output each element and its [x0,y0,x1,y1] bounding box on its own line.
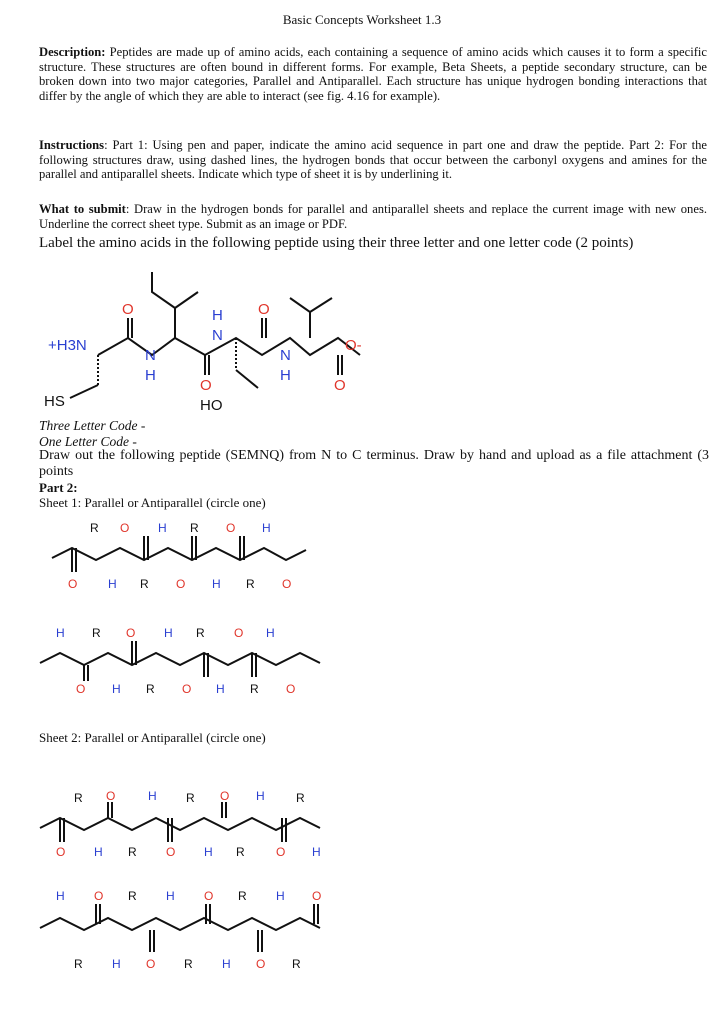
side-chain-r: R [250,682,259,695]
amide-h: H [94,845,103,859]
side-chain-r: R [186,791,195,805]
sheet1-strand-a [0,520,724,590]
amide-h: H [158,521,167,535]
instructions-paragraph [39,138,707,182]
amide-h: H [56,626,65,640]
three-letter-code-label: Three Letter Code - [39,418,146,433]
description-text: Peptides are made up of amino acids, each containing a sequence of amino acids which causes it to form a specific structure. These structures are often bound in different forms. For example, Beta Sheets, a peptide secondary structure, can be broken down into two major categories, Parallel and Antiparallel. Each structure has unique hydrogen bonding interactions that differ by the angle of which they are able to interact (see fig. 4.16 for example). [39,45,707,103]
sheet2-strand-b [0,890,724,970]
side-chain-r: R [292,957,301,970]
instructions-text: : Part 1: Using pen and paper, indicate the amino acid sequence in part one and draw the peptide. Part 2: For the following structures draw, using dashed lines, the hydrogen bonds that occur between the carbonyl oxygens and amines for the parallel and antiparallel sheets. Indicate which type of sheet it is by underlining it. [39,138,707,182]
amide-h: H [164,626,173,640]
side-chain-r: R [92,626,101,640]
side-chain-r: R [146,682,155,695]
carbonyl-oxygen: O [94,890,104,903]
hydroxyl-label: HO [200,397,223,414]
submit-paragraph [39,202,707,231]
carbonyl-oxygen: O [276,845,286,859]
side-chain-r: R [140,577,149,590]
carbonyl-oxygen: O [312,890,322,903]
side-chain-r: R [74,791,83,805]
amide-h-1: H [145,367,156,384]
side-chain-r: R [296,791,305,805]
carbonyl-oxygen: O [76,682,86,695]
side-chain-r: R [74,957,83,970]
amide-h: H [312,845,321,859]
amide-h: H [166,890,175,903]
amide-h-2: H [212,307,223,324]
carbonyl-oxygen: O [256,957,266,970]
carbonyl-oxygen-4: O [334,377,346,394]
amide-h: H [222,957,231,970]
peptide-structure [0,260,724,420]
sheet1-strand-b [0,625,724,695]
amide-h: H [216,682,225,695]
side-chain-r: R [184,957,193,970]
carbonyl-oxygen: O [234,626,244,640]
carbonyl-oxygen: O [204,890,214,903]
amide-h: H [262,521,271,535]
carbonyl-oxygen: O [286,682,296,695]
description-paragraph [39,45,707,103]
amide-h: H [276,890,285,903]
sheet2-strand-a [0,790,724,860]
side-chain-r: R [236,845,245,859]
carbonyl-oxygen-1: O [122,301,134,318]
amide-n-3: N [280,347,291,364]
amide-h: H [108,577,117,590]
carbonyl-oxygen: O [176,577,186,590]
carbonyl-oxygen: O [182,682,192,695]
carbonyl-oxygen-3: O [258,301,270,318]
carbonyl-oxygen: O [120,521,130,535]
amide-h: H [112,682,121,695]
side-chain-r: R [190,521,199,535]
side-chain-r: R [128,890,137,903]
carbonyl-oxygen: O [220,790,230,803]
one-letter-code-label: One Letter Code - [39,434,137,449]
side-chain-r: R [238,890,247,903]
carbonyl-oxygen: O [282,577,292,590]
side-chain-r: R [128,845,137,859]
amide-h: H [204,845,213,859]
amide-h-3: H [280,367,291,384]
side-chain-r: R [246,577,255,590]
amide-n-1: N [145,347,156,364]
carboxylate-oxygen: O- [345,337,362,354]
amide-h: H [112,957,121,970]
carbonyl-oxygen: O [166,845,176,859]
amide-h: H [148,790,157,803]
amide-h: H [266,626,275,640]
carbonyl-oxygen: O [106,790,116,803]
amide-h: H [256,790,265,803]
n-terminus-label: +H3N [48,337,87,354]
carbonyl-oxygen: O [226,521,236,535]
amide-n-2: N [212,327,223,344]
submit-text: : Draw in the hydrogen bonds for parallel and antiparallel sheets and replace the current image with new ones. Underline the correct sheet type. Submit as an image or PDF. [39,202,707,231]
carbonyl-oxygen-2: O [200,377,212,394]
thiol-label: HS [44,393,65,410]
description-label: Description: [39,45,106,59]
submit-label: What to submit [39,202,126,216]
side-chain-r: R [90,521,99,535]
carbonyl-oxygen: O [56,845,66,859]
instructions-label: Instructions [39,138,105,152]
carbonyl-oxygen: O [146,957,156,970]
amide-h: H [56,890,65,903]
sheet1-heading: Sheet 1: Parallel or Antiparallel (circle one) [39,495,266,510]
amide-h: H [212,577,221,590]
page-title: Basic Concepts Worksheet 1.3 [282,12,442,27]
side-chain-r: R [196,626,205,640]
carbonyl-oxygen: O [126,626,136,640]
sheet2-heading: Sheet 2: Parallel or Antiparallel (circle one) [39,730,266,745]
part2-heading: Part 2: [39,480,78,495]
carbonyl-oxygen: O [68,577,78,590]
draw-instruction: Draw out the following peptide (SEMNQ) from N to C terminus. Draw by hand and upload as a file attachment (3 points [39,448,709,479]
label-question: Label the amino acids in the following peptide using their three letter and one letter code (2 points) [39,235,634,251]
